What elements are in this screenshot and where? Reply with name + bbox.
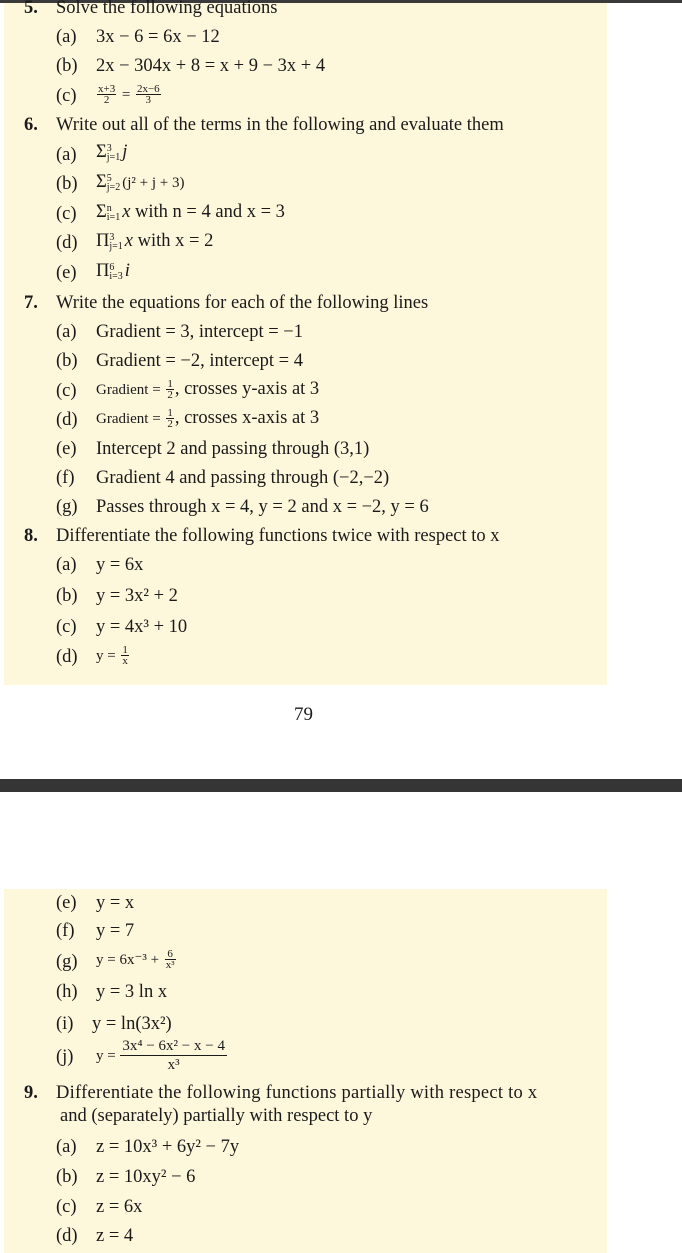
q9-b-label: (b) [56,1167,78,1187]
q8-h-label: (h) [56,982,78,1002]
q6-d-bot: j=1 [109,240,123,252]
q7-g-expr: Passes through x = 4, y = 2 and x = −2, y = 6 [96,497,429,517]
q7-f-expr: Gradient 4 and passing through (−2,−2) [96,468,390,488]
q8-j-den: x³ [167,1057,180,1073]
q7-e-label: (e) [56,439,77,459]
q6-e-bot: i=3 [109,270,123,282]
q7-d-post: , crosses x-axis at 3 [174,408,320,428]
q6-c-top: n [106,202,112,214]
q5-c-lhs-den: 2 [103,94,110,107]
product-symbol: Π [96,231,110,251]
q8-c-label: (c) [56,617,77,637]
q8-j-expr [96,1037,227,1074]
q7-number: 7. [24,293,38,313]
q8-f-expr: y = 7 [96,921,135,941]
q5-b-label: (b) [56,56,78,76]
q5-c-label: (c) [56,86,77,106]
q6-d-expr [96,230,213,252]
page-number: 79 [294,704,313,725]
sigma-symbol: Σ [96,142,107,162]
q8-a-expr: y = 6x [96,555,144,575]
q8-j-pre: y = [96,1047,116,1064]
q6-e-top: 6 [109,261,115,273]
q7-c-num: 1 [167,378,173,391]
q6-c-label: (c) [56,204,77,224]
q5-a-expr: 3x − 6 = 6x − 12 [96,27,220,47]
q5-a-label: (a) [56,27,77,47]
q6-e-expr [96,260,130,282]
q7-g-label: (g) [56,497,78,517]
q7-d-num: 1 [167,407,173,420]
q6-c-tail: with n = 4 and x = 3 [135,202,285,222]
q8-number: 8. [24,526,38,546]
exercise-panel-bottom [4,889,607,1253]
exercise-panel-top [4,3,607,685]
q9-a-label: (a) [56,1137,77,1157]
q6-b-top: 5 [106,172,112,184]
q8-h-expr: y = 3 ln x [96,982,168,1002]
q9-text-line1: Differentiate the following functions partially with respect to x [56,1083,538,1103]
q6-d-tail: with x = 2 [137,231,214,251]
q7-text: Write the equations for each of the following lines [56,293,429,313]
q8-d-num: 1 [122,644,128,657]
q8-i-expr: y = ln(3x²) [92,1014,172,1034]
q6-b-body: (j² + j + 3) [122,175,185,191]
q8-e-label: (e) [56,893,77,913]
q7-c-pre: Gradient = [96,382,161,398]
sigma-symbol: Σ [96,202,107,222]
q9-d-label: (d) [56,1226,78,1246]
q9-c-label: (c) [56,1197,77,1217]
q8-g-num: 6 [165,949,176,960]
q6-c-body: x [122,202,131,222]
q5-text: Solve the following equations [56,0,278,18]
q6-e-label: (e) [56,263,77,283]
q7-c-label: (c) [56,381,77,401]
q8-g-expr [96,948,177,971]
q8-g-den: x³ [165,959,175,972]
q9-c-expr: z = 6x [96,1197,143,1217]
q7-c-den: 2 [167,389,173,402]
q8-j-label: (j) [56,1047,74,1067]
q7-c-post: , crosses y-axis at 3 [174,379,320,399]
q7-d-den: 2 [167,418,173,431]
q6-a-label: (a) [56,145,77,165]
q7-c-expr [96,378,319,401]
q9-number: 9. [24,1083,38,1103]
q8-d-expr [96,644,130,667]
q6-text: Write out all of the terms in the following and evaluate them [56,115,504,135]
sigma-symbol: Σ [96,172,107,192]
q7-d-expr [96,407,319,430]
q8-b-label: (b) [56,586,78,606]
q6-a-bot: j=1 [106,151,121,163]
q8-b-expr: y = 3x² + 2 [96,586,178,606]
q7-a-expr: Gradient = 3, intercept = −1 [96,322,303,342]
q8-d-pre: y = [96,648,116,664]
q8-c-expr: y = 4x³ + 10 [96,617,188,637]
q6-a-top: 3 [106,142,112,154]
q6-d-label: (d) [56,233,78,253]
q8-g-label: (g) [56,952,78,972]
q6-a-body: j [122,142,128,162]
q6-c-expr [96,201,285,223]
q6-c-bot: i=1 [106,211,121,223]
q5-c-lhs-num: x+3 [98,83,116,96]
q6-d-body: x [124,231,134,251]
page-separator [0,779,682,792]
q6-number: 6. [24,115,38,135]
q8-j-num: 3x⁴ − 6x² − x − 4 [122,1038,225,1054]
q7-f-label: (f) [56,468,75,488]
q6-b-label: (b) [56,174,78,194]
q8-d-den: x [122,655,128,668]
q6-b-expr [96,171,184,194]
q5-b-expr: 2x − 304x + 8 = x + 9 − 3x + 4 [96,56,326,76]
q8-f-label: (f) [56,921,75,941]
q7-b-label: (b) [56,351,78,371]
q7-a-label: (a) [56,322,77,342]
q6-d-top: 3 [109,231,115,243]
q6-a-expr [96,141,127,163]
q8-d-label: (d) [56,647,78,667]
q6-e-body: i [124,261,130,281]
q7-b-expr: Gradient = −2, intercept = 4 [96,351,303,371]
q5-number: 5. [24,0,38,18]
q9-d-expr: z = 4 [96,1226,134,1246]
q5-c-expr [96,83,162,106]
q9-text-line2: and (separately) partially with respect to y [60,1106,373,1126]
q8-g-pre: y = 6x⁻³ + [96,952,160,968]
q8-text: Differentiate the following functions twice with respect to x [56,526,500,546]
q7-d-pre: Gradient = [96,411,161,427]
product-symbol: Π [96,261,110,281]
q6-b-bot: j=2 [106,181,121,193]
q5-c-rhs-den: 3 [145,94,152,107]
q5-c-eq: = [121,87,131,103]
q5-c-rhs-num: 2x−6 [136,83,160,96]
q8-e-expr: y = x [96,893,135,913]
q8-a-label: (a) [56,555,77,575]
q9-a-expr: z = 10x³ + 6y² − 7y [96,1137,240,1157]
q7-d-label: (d) [56,410,78,430]
q9-b-expr: z = 10xy² − 6 [96,1167,196,1187]
q7-e-expr: Intercept 2 and passing through (3,1) [96,439,370,459]
q8-i-label: (i) [56,1014,74,1034]
